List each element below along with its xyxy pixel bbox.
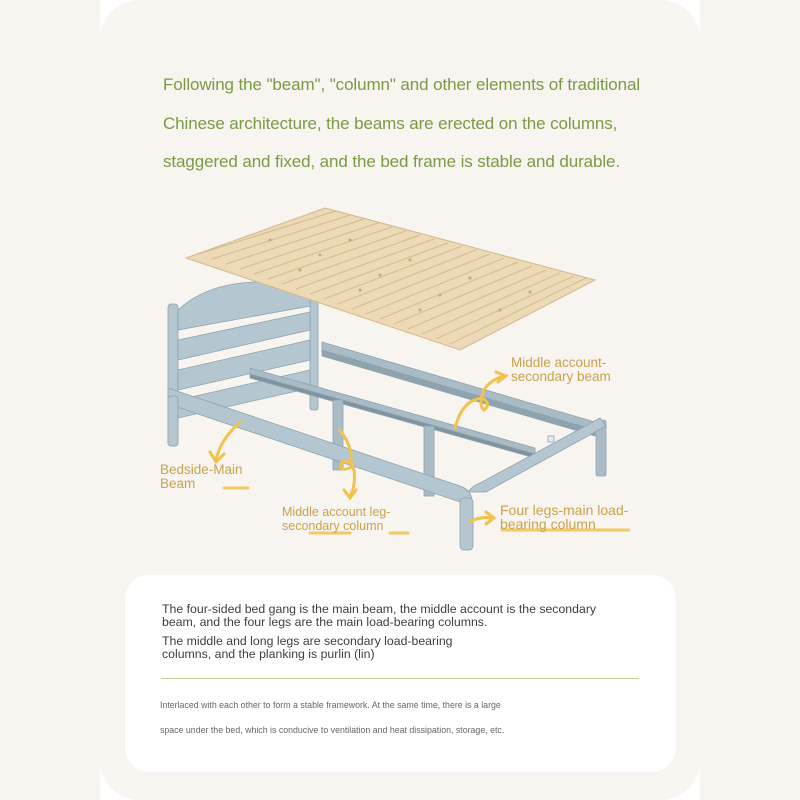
side-margin bbox=[700, 0, 800, 800]
label-line: Middle account leg- bbox=[282, 505, 391, 519]
label-line: secondary beam bbox=[511, 369, 611, 384]
foot-rail bbox=[468, 418, 606, 492]
label-line: Bedside-Main bbox=[160, 462, 243, 477]
side-margin bbox=[0, 0, 100, 800]
info-card bbox=[125, 575, 676, 772]
headline-line: staggered and fixed, and the bed frame is stable and durable. bbox=[163, 152, 620, 171]
label-bedside-beam bbox=[160, 463, 243, 491]
card-line: beam, and the four legs are the main load-bearing columns. bbox=[162, 614, 488, 629]
label-middle-beam bbox=[511, 356, 611, 384]
card-note: space under the bed, which is conducive to ventilation and heat dissipation, storage, etc. bbox=[160, 725, 505, 735]
card-line: The four-sided bed gang is the main beam, the middle account is the secondary bbox=[162, 602, 597, 616]
headline-line: Following the "beam", "column" and other elements of traditional bbox=[163, 75, 640, 94]
label-line: Beam bbox=[160, 476, 196, 491]
label-line: Four legs-main load- bbox=[500, 502, 629, 518]
label-line: Middle account- bbox=[511, 355, 607, 370]
arrow-icon bbox=[216, 422, 240, 460]
card-line: The middle and long legs are secondary load-bearing bbox=[162, 634, 453, 648]
leg-front-left bbox=[168, 396, 178, 446]
card-paragraph bbox=[162, 635, 662, 660]
card-line: columns, and the planking is purlin (lin) bbox=[162, 646, 375, 661]
card-note: Interlaced with each other to form a stable framework. At the same time, there is a large bbox=[160, 700, 501, 710]
label-four-legs bbox=[500, 503, 628, 531]
label-middle-leg bbox=[282, 505, 390, 533]
label-line: bearing column bbox=[500, 516, 596, 532]
headline-line: Chinese architecture, the beams are erected on the columns, bbox=[163, 113, 618, 133]
divider bbox=[161, 678, 639, 679]
leg-front-right bbox=[460, 498, 473, 550]
headline bbox=[163, 66, 683, 182]
label-line: secondary column bbox=[282, 519, 384, 533]
card-paragraph bbox=[162, 603, 662, 628]
